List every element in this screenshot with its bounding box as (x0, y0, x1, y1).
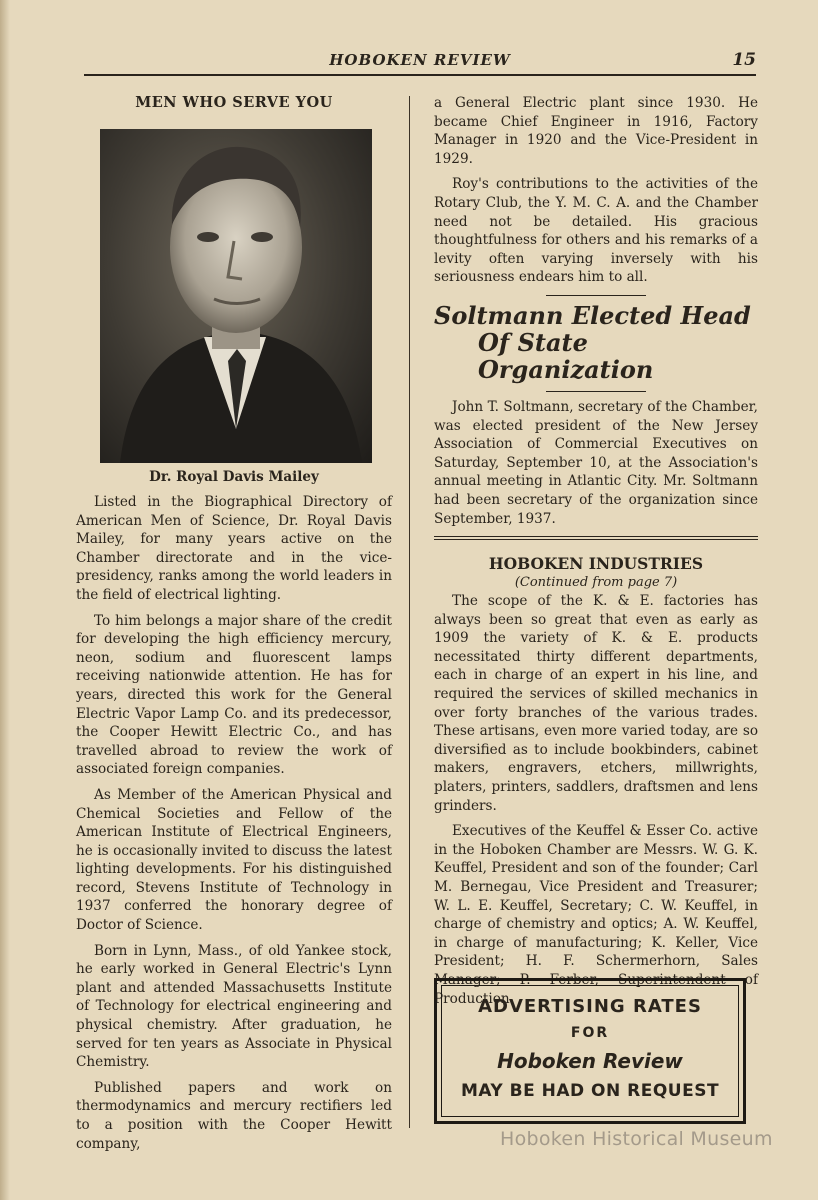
headline-line-2: Of State Organization (478, 327, 654, 384)
article-paragraph: As Member of the American Physical and Chemical Societies and Fellow of the American Institute of Electrical Engineers, he is occasionally invited to discuss the latest lighting developments. For his distinguished record, Stevens Institute of Technology in 1937 conferred the honorary degree of Doctor of Science. (76, 786, 392, 934)
article-paragraph: Roy's contributions to the activities of the Rotary Club, the Y. M. C. A. and the Chamber need not be detailed. His gracious thoughtfulness for others and his remarks of a levity often varying inversely with his seriousness endears him to all. (434, 176, 758, 286)
photo-caption: Dr. Royal Davis Mailey (149, 469, 319, 485)
advertising-box (434, 978, 746, 1124)
article-paragraph: Executives of the Keuffel & Esser Co. active in the Hoboken Chamber are Messrs. W. G. K. Keuffel, President and son of the founder; Carl M. Bernegau, Vice President and Treasurer; W. L. E. Keuffel, Secretary; C. W. Keuffel, in charge of chemistry and optics; A. W. Keuffel, in charge of manufacturing; K. Keller, Vice President; H. F. Schermerhorn, Sales Manager; P. Ferber, Superintendent of Production. (434, 823, 758, 1007)
article-paragraph: John T. Soltmann, secretary of the Chamber, was elected president of the New Jersey Association of Commercial Executives on Saturday, September 10, at the Association's annual meeting in Atlantic City. Mr. Soltmann had been secretary of the organization since September, 1937. (434, 398, 758, 527)
ad-line-1: ADVERTISING RATES (478, 996, 702, 1017)
advertising-box-inner (441, 985, 739, 1117)
divider (546, 295, 646, 296)
article-paragraph: Born in Lynn, Mass., of old Yankee stock, he early worked in General Electric's Lynn plant and attended Massachusetts Institute of Technology for electrical engineering and physical chemistry. After graduation, he served for ten years as Associate in Physical Chemistry. (76, 942, 392, 1071)
page-number: 15 (732, 50, 756, 70)
headline-line-1: Soltmann Elected Head (434, 300, 751, 330)
portrait-illustration (100, 129, 372, 463)
page-binding-edge (0, 0, 10, 1200)
article-paragraph: Listed in the Biographical Directory of American Men of Science, Dr. Royal Davis Mailey, for many years active on the Chamber directorate and in the vice-presidency, ranks among the world leaders in the field of electrical lighting. (76, 494, 392, 603)
watermark: Hoboken Historical Museum (500, 1128, 773, 1150)
portrait-photo (100, 129, 372, 463)
publication-title: HOBOKEN REVIEW (329, 51, 511, 69)
industries-title: HOBOKEN INDUSTRIES (488, 554, 704, 574)
left-column (76, 94, 392, 1160)
divider (546, 391, 646, 392)
running-header (84, 48, 756, 76)
section-title: MEN WHO SERVE YOU (135, 94, 333, 111)
ad-line-4: MAY BE HAD ON REQUEST (460, 1081, 720, 1101)
ad-line-2: FOR (570, 1025, 610, 1041)
column-divider (409, 96, 410, 1128)
article-paragraph: The scope of the K. & E. factories has always been so great that even as early as 1909 the variety of K. & E. products necessitated thirty different departments, each in charge of an expert in his line, and required the services of skilled mechanics in over forty branches of the various trades. These artisans, even more varied today, are so diversified as to include bookbinders, cabinet makers, engravers, etchers, millwrights, platers, printers, saddlers, draftsmen and lens grinders. (434, 593, 758, 814)
double-rule (434, 536, 758, 540)
soltmann-headline (434, 302, 758, 383)
continuation-paragraph: a General Electric plant since 1930. He became Chief Engineer in 1916, Factory Manager in 1920 and the Vice-President in 1929. (434, 95, 758, 167)
right-column (434, 94, 758, 1015)
article-paragraph: To him belongs a major share of the credit for developing the high efficiency mercury, neon, sodium and fluorescent lamps receiving nationwide attention. He has for years, directed this work for the General Electric Vapor Lamp Co. and its predecessor, the Cooper Hewitt Electric Co., and has travelled abroad to review the work of associated foreign companies. (76, 612, 392, 778)
continued-note: (Continued from page 7) (514, 575, 678, 591)
ad-line-3: Hoboken Review (497, 1049, 683, 1073)
article-paragraph: Published papers and work on thermodynamics and mercury rectifiers led to a position with the Cooper Hewitt company, (76, 1079, 392, 1152)
